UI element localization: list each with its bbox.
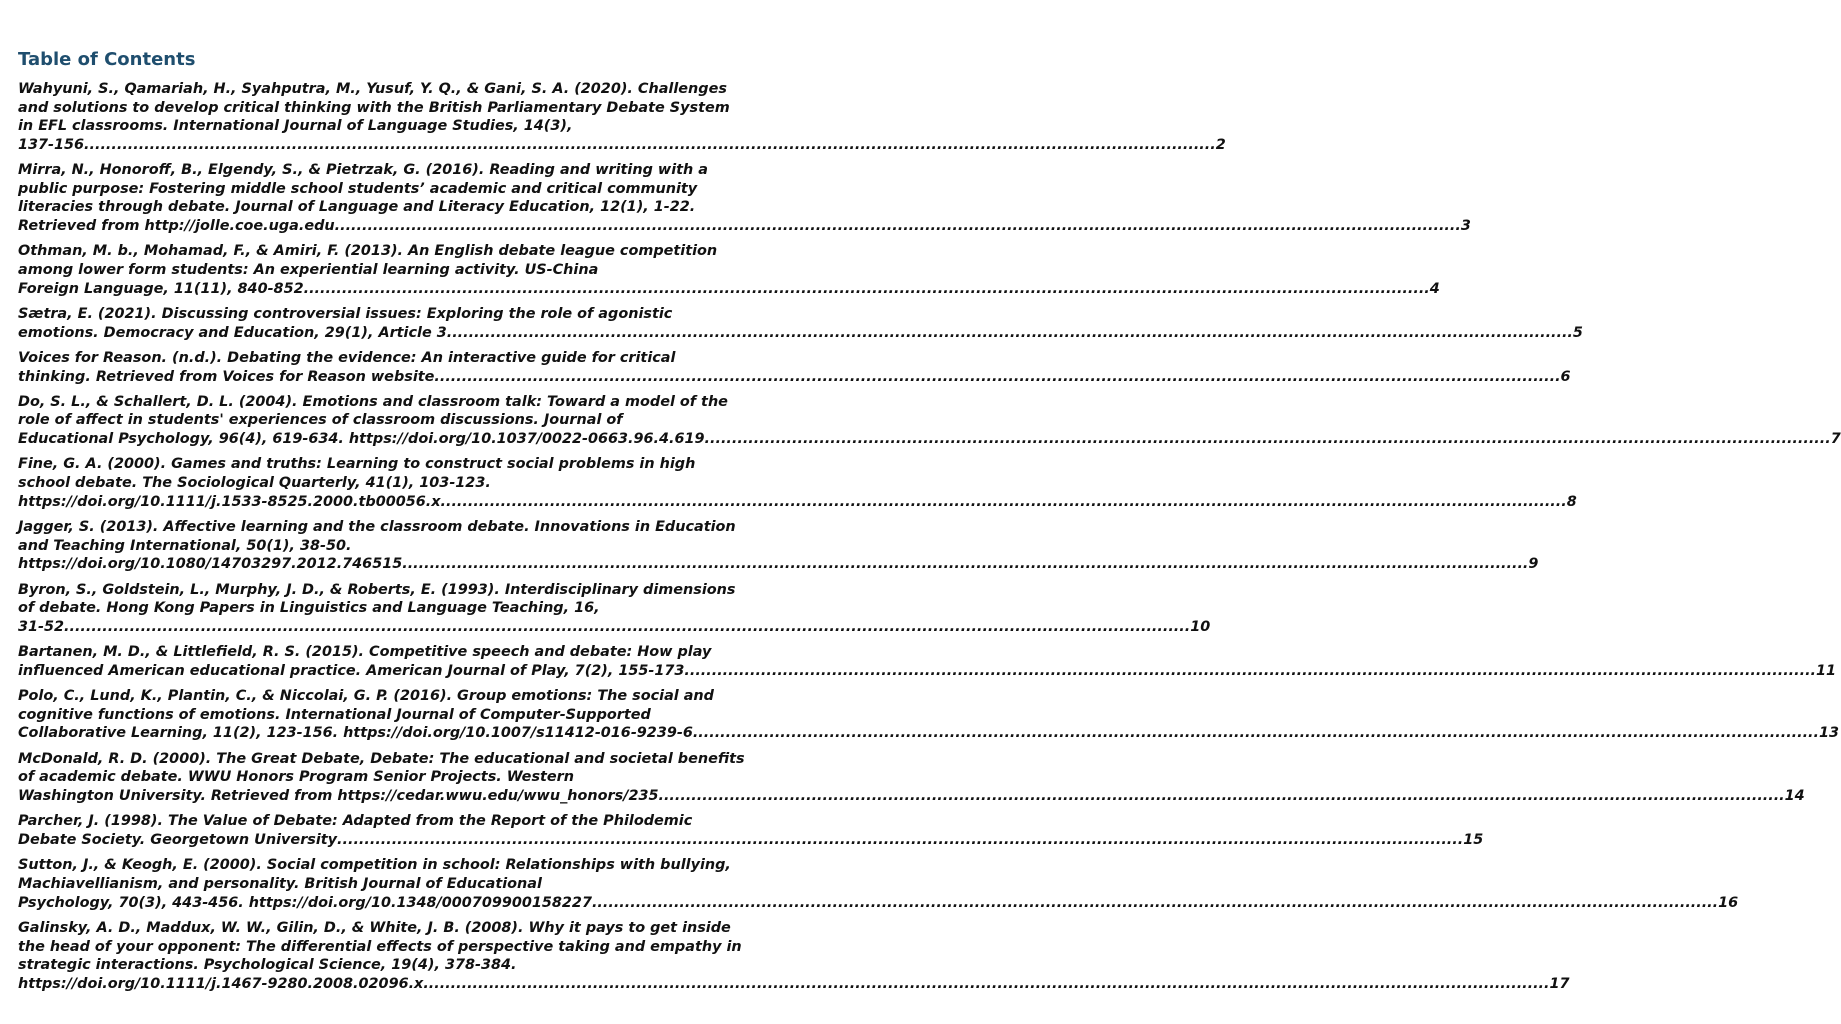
toc-page-number[interactable]: 15 [1463,831,1484,848]
toc-entry[interactable] [18,750,1805,806]
toc-entry-tail: Collaborative Learning, 11(2), 123-156. https://doi.org/10.1007/s11412-016-9239-6 [18,725,693,742]
toc-entry-tail: influenced American educational practice. American Journal of Play, 7(2), 155-173. [18,662,690,679]
toc-leader-dots [705,430,1831,449]
toc-leader-dots [402,555,1528,574]
toc-entry-last-line [18,280,1440,299]
toc-page-number[interactable]: 5 [1572,324,1583,341]
toc-entry-last-line [18,831,1484,850]
toc-entry-last-line [18,662,1837,681]
toc-leader-dots [434,368,1560,387]
toc-entry-last-line [18,430,1841,449]
toc-entry-text: Wahyuni, S., Qamariah, H., Syahputra, M., Yusuf, Y. Q., & Gani, S. A. (2020). Challenges and solutions to develop critical thinking with the British Parliamentary Debate System in EFL classrooms. International Journal of Language Studies, 14(3), [18,81,730,135]
toc-list [18,80,1841,993]
toc-leader-dots [64,618,1190,637]
toc-leader-dots [337,831,1463,850]
toc-page-number[interactable]: 14 [1784,787,1805,804]
toc-leader-dots [693,724,1819,743]
toc-entry-last-line [18,787,1805,806]
toc-entry-text: Mirra, N., Honoroff, B., Elgendy, S., & Pietrzak, G. (2016). Reading and writing with a public purpose: Fostering middle school students’ academic and critical community literacies through debate. Journal of Language and Literacy Education, 12(1), 1-22. [18,162,708,216]
toc-entry-tail: thinking. Retrieved from Voices for Reason website [18,368,435,385]
toc-entry-last-line [18,136,1226,155]
toc-entry[interactable] [18,349,1571,386]
toc-page-number[interactable]: 13 [1819,725,1840,742]
toc-page-number[interactable]: 16 [1718,894,1739,911]
toc-leader-dots [423,975,1549,994]
toc-entry[interactable] [18,581,1211,637]
toc-leader-dots [447,324,1573,343]
toc-entry-last-line [18,368,1571,387]
toc-entry-tail: 137-156. [18,136,90,153]
toc-entry[interactable] [18,80,1226,154]
toc-entry-tail: Educational Psychology, 96(4), 619-634. https://doi.org/10.1037/0022-0663.96.4.619 [18,431,705,448]
toc-entry-last-line [18,493,1577,512]
toc-page-number[interactable]: 9 [1528,556,1539,573]
toc-entry[interactable] [18,305,1583,342]
toc-title: Table of Contents [18,49,196,70]
toc-entry[interactable] [18,393,1841,449]
toc-entry-tail: Washington University. Retrieved from https://cedar.wwu.edu/wwu_honors/235 [18,787,659,804]
toc-entry[interactable] [18,518,1539,574]
toc-entry-tail: https://doi.org/10.1080/14703297.2012.746515 [18,556,403,573]
toc-entry-tail: Psychology, 70(3), 443-456. https://doi.org/10.1348/000709900158227 [18,894,592,911]
toc-entry-last-line [18,975,1570,994]
toc-entry-text: Byron, S., Goldstein, L., Murphy, J. D., & Roberts, E. (1993). Interdisciplinary dimensions of debate. Hong Kong Papers in Linguistics and Language Teaching, 16, [18,581,736,617]
toc-entry-tail: 31-52 [18,618,65,635]
toc-entry-text: Sætra, E. (2021). Discussing controversial issues: Exploring the role of agonistic [18,305,673,322]
toc-entry-tail: emotions. Democracy and Education, 29(1), Article 3 [18,324,447,341]
toc-entry-tail: https://doi.org/10.1111/j.1533-8525.2000.tb00056.x [18,493,441,510]
toc-entry-text: Jagger, S. (2013). Affective learning and the classroom debate. Innovations in Education and Teaching International, 50(1), 38-50. [18,519,736,554]
toc-entry[interactable] [18,856,1739,912]
toc-page-number[interactable]: 2 [1215,136,1226,153]
toc-leader-dots [690,662,1816,681]
toc-page-number[interactable]: 8 [1566,493,1577,510]
toc-leader-dots [659,787,1785,806]
toc-leader-dots [90,136,1216,155]
toc-entry-text: Othman, M. b., Mohamad, F., & Amiri, F. (2013). An English debate league competition among lower form students: An experiential learning activity. US-China [18,243,718,278]
toc-entry-text: Bartanen, M. D., & Littlefield, R. S. (2015). Competitive speech and debate: How play [18,644,712,661]
toc-entry[interactable] [18,919,1570,993]
toc-entry-last-line [18,324,1583,343]
toc-page-number[interactable]: 6 [1560,368,1571,385]
toc-entry-text: Voices for Reason. (n.d.). Debating the evidence: An interactive guide for critical [18,349,676,366]
toc-entry-text: Galinsky, A. D., Maddux, W. W., Gilin, D., & White, J. B. (2008). Why it pays to get inside the head of your opponent: The differential effects of perspective taking and empathy in strategic interactions. Psychological Science, 19(4), 378-384. [18,919,742,974]
toc-entry[interactable] [18,643,1837,680]
toc-page-number[interactable]: 3 [1460,217,1471,234]
toc-page-number[interactable]: 4 [1429,280,1440,297]
toc-page-number[interactable]: 10 [1190,618,1211,635]
toc-entry-tail: Retrieved from http://jolle.coe.uga.edu [18,217,335,234]
toc-entry-text: Polo, C., Lund, K., Plantin, C., & Niccolai, G. P. (2016). Group emotions: The social and cognitive functions of emotions. International Journal of Computer-Supported [18,688,714,723]
toc-entry-tail: Debate Society. Georgetown University [18,831,338,848]
toc-entry-last-line [18,217,1471,236]
toc-entry-text: Sutton, J., & Keogh, E. (2000). Social competition in school: Relationships with bullying, Machiavellianism, and personality. British Journal of Educational [18,857,731,892]
toc-entry-tail: Foreign Language, 11(11), 840-852 [18,280,304,297]
toc-entry[interactable] [18,455,1577,511]
toc-entry-text: Parcher, J. (1998). The Value of Debate: Adapted from the Report of the Philodemic [18,813,693,830]
toc-entry-text: Fine, G. A. (2000). Games and truths: Learning to construct social problems in high school debate. The Sociological Quarterly, 41(1), 103-123. [18,456,696,492]
toc-page-number[interactable]: 11 [1816,662,1837,679]
toc-leader-dots [441,493,1567,512]
toc-entry[interactable] [18,161,1471,235]
toc-entry[interactable] [18,687,1840,743]
toc-entry-last-line [18,894,1739,913]
toc-leader-dots [335,217,1461,236]
toc-entry-text: McDonald, R. D. (2000). The Great Debate, Debate: The educational and societal benefits of academic debate. WWU Honors Program Senior Projects. Western [18,750,745,786]
toc-entry-last-line [18,555,1539,574]
toc-leader-dots [592,894,1718,913]
toc-entry-last-line [18,618,1211,637]
toc-page-number[interactable]: 17 [1549,975,1570,992]
toc-page-number[interactable]: 7 [1830,431,1841,448]
toc-leader-dots [304,280,1430,299]
toc-entry[interactable] [18,812,1484,849]
toc-entry[interactable] [18,242,1440,298]
toc-entry-last-line [18,724,1840,743]
toc-entry-tail: https://doi.org/10.1111/j.1467-9280.2008.02096.x [18,975,424,992]
toc-entry-text: Do, S. L., & Schallert, D. L. (2004). Emotions and classroom talk: Toward a model of the role of affect in students' experiences of classroom discussions. Journal of [18,393,728,429]
